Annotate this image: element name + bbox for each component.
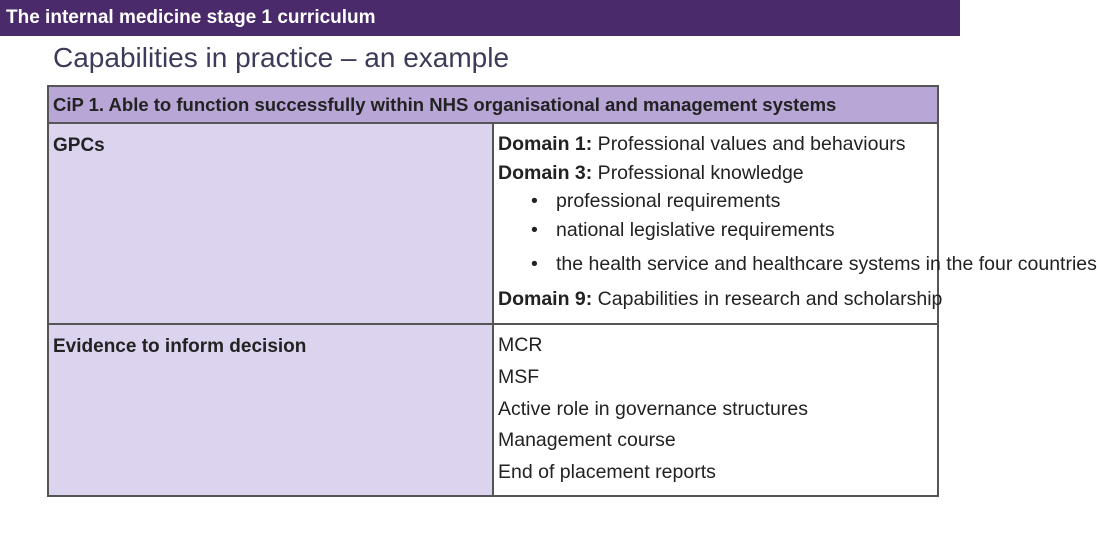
cip-header-row — [48, 86, 938, 123]
bullet-item — [498, 250, 1097, 279]
gpcs-label: GPCs — [48, 123, 493, 324]
domain-line — [498, 130, 933, 159]
evidence-item: MSF — [498, 365, 540, 388]
section-banner: The internal medicine stage 1 curriculum — [0, 0, 960, 36]
domain-line — [498, 285, 943, 314]
gpcs-row — [48, 123, 938, 324]
gpcs-content — [493, 123, 1097, 324]
domain-text: Professional knowledge — [592, 161, 804, 184]
bullet-text: national legislative requirements — [556, 218, 835, 241]
domain-text: Capabilities in research and scholarship — [592, 287, 943, 310]
domain-line — [498, 159, 933, 188]
bullet-item — [498, 187, 933, 216]
evidence-item: MCR — [498, 334, 543, 356]
evidence-label: Evidence to inform decision — [48, 324, 493, 496]
domain-label: Domain 9: — [498, 287, 593, 310]
bullet-text: the health service and healthcare systems in the four countries — [556, 253, 1097, 276]
bullet-text: professional requirements — [556, 190, 781, 213]
evidence-item: Management course — [498, 429, 676, 452]
bullet-icon: • — [531, 218, 538, 241]
domain-text: Professional values and behaviours — [592, 133, 906, 155]
bullet-item — [498, 216, 933, 245]
bullet-icon: • — [531, 253, 538, 276]
cip-table — [47, 85, 1097, 497]
domain-label: Domain 3: — [498, 161, 593, 184]
slide-title: Capabilities in practice – an example — [53, 42, 510, 73]
evidence-row — [48, 324, 938, 496]
bullet-icon: • — [531, 190, 538, 213]
domain-label: Domain 1: — [498, 133, 593, 155]
evidence-item: Active role in governance structures — [498, 397, 808, 420]
evidence-content — [493, 324, 938, 496]
cip-header: CiP 1. Able to function successfully within NHS organisational and management systems — [48, 86, 938, 123]
evidence-item: End of placement reports — [498, 461, 716, 484]
